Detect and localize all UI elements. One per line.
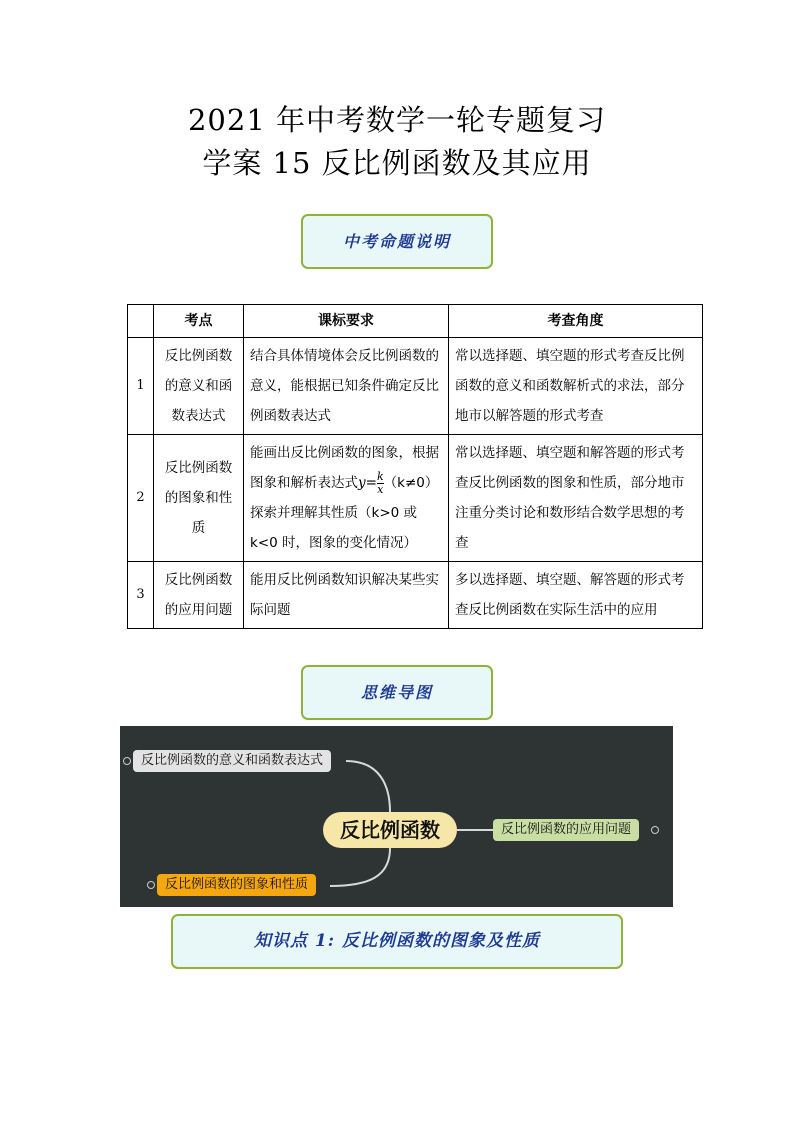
table-row <box>128 338 703 435</box>
formula-numerator: k <box>376 469 384 483</box>
mind-map-branch-application: 反比例函数的应用问题 <box>493 819 639 841</box>
exam-notes-banner: 中考命题说明 <box>301 214 493 269</box>
table-header-cell: 考点 <box>154 305 244 338</box>
topic-cell: 反比例函数的意义和函数表达式 <box>154 338 244 435</box>
table-header-cell: 课标要求 <box>244 305 449 338</box>
row-number: 3 <box>128 562 154 629</box>
angle-cell: 常以选择题、填空题和解答题的形式考查反比例函数的图象和性质，部分地市注重分类讨论和数形结合数学思想的考查 <box>449 435 703 562</box>
formula-lhs: y= <box>358 475 377 491</box>
formula-condition: （k≠0） <box>383 475 439 491</box>
row-number: 2 <box>128 435 154 562</box>
document-title: 2021 年中考数学一轮专题复习 <box>187 103 607 137</box>
row-number: 1 <box>128 338 154 435</box>
mind-map-banner: 思维导图 <box>301 665 493 720</box>
expand-dot-icon <box>123 757 131 765</box>
mind-map-branch-definition: 反比例函数的意义和函数表达式 <box>133 750 331 772</box>
mind-map <box>120 726 673 907</box>
requirement-cell <box>244 435 449 562</box>
table-row <box>128 435 703 562</box>
table-header-row <box>128 305 703 338</box>
mind-map-root-node: 反比例函数 <box>323 812 457 848</box>
table-header-cell <box>128 305 154 338</box>
requirement-text-a: 能画出反比例函数的图象，根据图象和解析表达式 <box>250 445 439 491</box>
topic-cell: 反比例函数的图象和性质 <box>154 435 244 562</box>
table-row <box>128 562 703 629</box>
angle-cell: 常以选择题、填空题的形式考查反比例函数的意义和函数解析式的求法，部分地市以解答题的形式考查 <box>449 338 703 435</box>
table-header-cell: 考查角度 <box>449 305 703 338</box>
expand-dot-icon <box>147 881 155 889</box>
formula-denominator: x <box>377 482 384 496</box>
requirement-cell: 能用反比例函数知识解决某些实际问题 <box>244 562 449 629</box>
mind-map-branch-graph: 反比例函数的图象和性质 <box>157 874 316 896</box>
knowledge-point-banner: 知识点 1: 反比例函数的图象及性质 <box>171 914 623 969</box>
document-subtitle: 学案 15 反比例函数及其应用 <box>202 146 592 180</box>
requirement-cell: 结合具体情境体会反比例函数的意义，能根据已知条件确定反比例函数表达式 <box>244 338 449 435</box>
expand-dot-icon <box>651 826 659 834</box>
requirement-text-b: 探索并理解其性质（k>0 或 k<0 时，图象的变化情况） <box>250 505 418 551</box>
topic-cell: 反比例函数的应用问题 <box>154 562 244 629</box>
angle-cell: 多以选择题、填空题、解答题的形式考查反比例函数在实际生活中的应用 <box>449 562 703 629</box>
curriculum-table <box>127 304 703 629</box>
formula-fraction <box>377 471 384 496</box>
